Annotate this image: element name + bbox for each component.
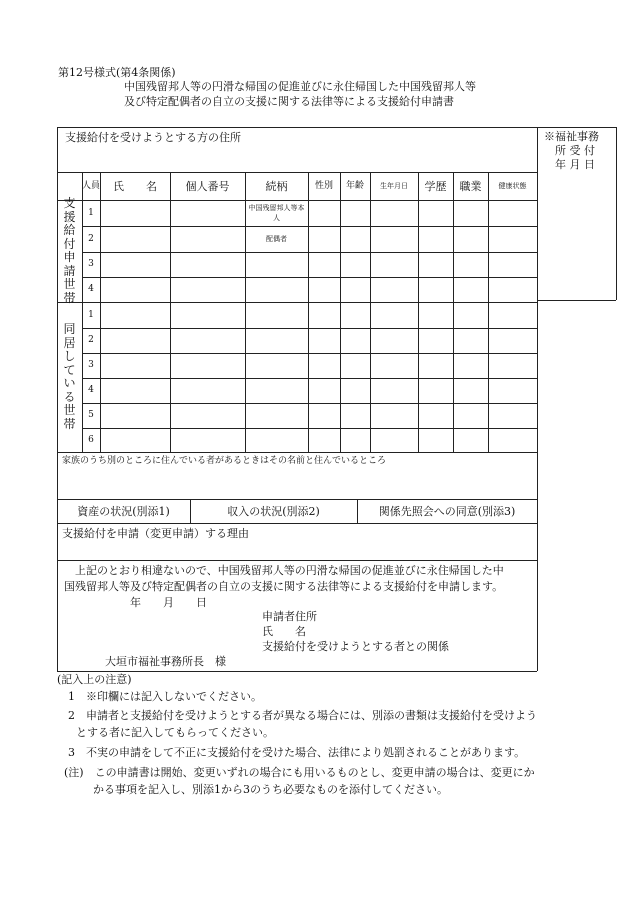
cohabit-row-number: 3: [88, 360, 94, 370]
vertical-char: 給: [63, 223, 76, 237]
vertical-char: 請: [63, 263, 76, 278]
header-occupation: 職業: [459, 179, 482, 193]
header-name: 氏 名: [113, 179, 157, 193]
applicant-household-label: [57, 196, 82, 305]
vertical-char: て: [63, 362, 76, 377]
applicant-name-label: 氏 名: [262, 625, 306, 638]
cohabit-row-number: 2: [88, 335, 94, 345]
vertical-char: 援: [63, 209, 76, 224]
form-title-line1: 中国残留邦人等の円滑な帰国の促進並びに永住帰国した中国残留邦人等: [124, 80, 476, 93]
attachment-consent: 関係先照会への同意(別添3): [378, 504, 516, 518]
cohabiting-household-label: [57, 302, 82, 452]
address-label: 支援給付を受けようとする方の住所: [65, 131, 241, 144]
header-sex: 性別: [314, 180, 333, 191]
vertical-char: 同: [63, 322, 76, 336]
applicant-row-relation: 中国残留邦人等本人: [248, 204, 305, 222]
cohabit-row-number: 6: [88, 434, 94, 445]
declaration-line1: 上記のとおり相違ないので、中国残留邦人等の円滑な帰国の促進並びに永住帰国した中: [64, 564, 504, 577]
applicant-row-number: 3: [88, 259, 94, 269]
applicant-row-relation: 配偶者: [266, 234, 287, 243]
reason-label: 支援給付を申請（変更申請）する理由: [62, 527, 249, 540]
vertical-char: 申: [63, 250, 76, 264]
note-2-continued: とする者に記入してもらってください。: [76, 726, 274, 739]
vertical-char: 世: [63, 277, 76, 291]
vertical-char: る: [63, 389, 76, 404]
vertical-char: 帯: [63, 290, 76, 305]
cohabit-row-number: 4: [88, 385, 94, 395]
vertical-char: し: [63, 349, 76, 363]
vertical-char: 付: [63, 236, 76, 251]
form-number: 第12号様式(第4条関係): [58, 66, 176, 79]
declaration-line2: 国残留邦人等及び特定配偶者の自立の支援に関する法律等による支援給付を申請します。: [64, 580, 504, 593]
application-date: 年 月 日: [130, 596, 207, 609]
note-caution: (注) この申請書は開始、変更いずれの場合にも用いるものとし、変更申請の場合は、変更にか: [64, 766, 535, 779]
applicant-row-number: 4: [88, 284, 94, 294]
office-receipt-line1: ※福祉事務: [544, 130, 599, 143]
cohabit-row-number: 1: [88, 309, 94, 320]
applicant-relation-label: 支援給付を受けようとする者との関係: [262, 640, 449, 653]
cohabit-row-number: 5: [88, 410, 94, 420]
header-age: 年齢: [345, 180, 364, 191]
vertical-char: い: [63, 376, 76, 390]
note-2: 2 申請者と支援給付を受けようとする者が異なる場合には、別添の書類は支援給付を受けよう: [68, 709, 537, 722]
header-id-number: 個人番号: [185, 179, 230, 193]
applicant-row-number: 1: [88, 207, 94, 218]
vertical-char: 支: [63, 196, 76, 210]
header-relation: 続柄: [265, 179, 288, 193]
header-members: 人員: [82, 180, 101, 191]
notes-heading: (記入上の注意): [57, 673, 132, 686]
office-receipt-line2: 所 受 付: [555, 144, 595, 157]
header-birthdate: 生年月日: [380, 181, 408, 190]
vertical-char: 帯: [63, 416, 76, 431]
header-education: 学歴: [424, 179, 447, 193]
applicant-row-number: 2: [88, 233, 94, 244]
addressee: 大垣市福祉事務所長 様: [105, 655, 226, 668]
note-caution-continued: かる事項を記入し、別添1から3のうち必要なものを添付してください。: [93, 783, 448, 796]
applicant-address-label: 申請者住所: [262, 610, 317, 623]
attachment-income: 収入の状況(別添2): [227, 504, 320, 518]
header-health: 健康状態: [498, 181, 527, 190]
vertical-char: 居: [63, 335, 76, 350]
office-receipt-line3: 年 月 日: [555, 158, 595, 171]
attachment-assets: 資産の状況(別添1): [77, 504, 170, 518]
form-title-line2: 及び特定配偶者の自立の支援に関する法律等による支援給付申請書: [124, 95, 454, 108]
note-3: 3 不実の申請をして不正に支援給付を受けた場合、法律により処罰されることがあります。: [68, 746, 526, 759]
note-1: 1 ※印欄には記入しないでください。: [68, 690, 262, 703]
family-elsewhere-label: 家族のうち別のところに住んでいる者があるときはその名前と住んでいるところ: [62, 456, 387, 466]
vertical-char: 世: [63, 403, 76, 417]
